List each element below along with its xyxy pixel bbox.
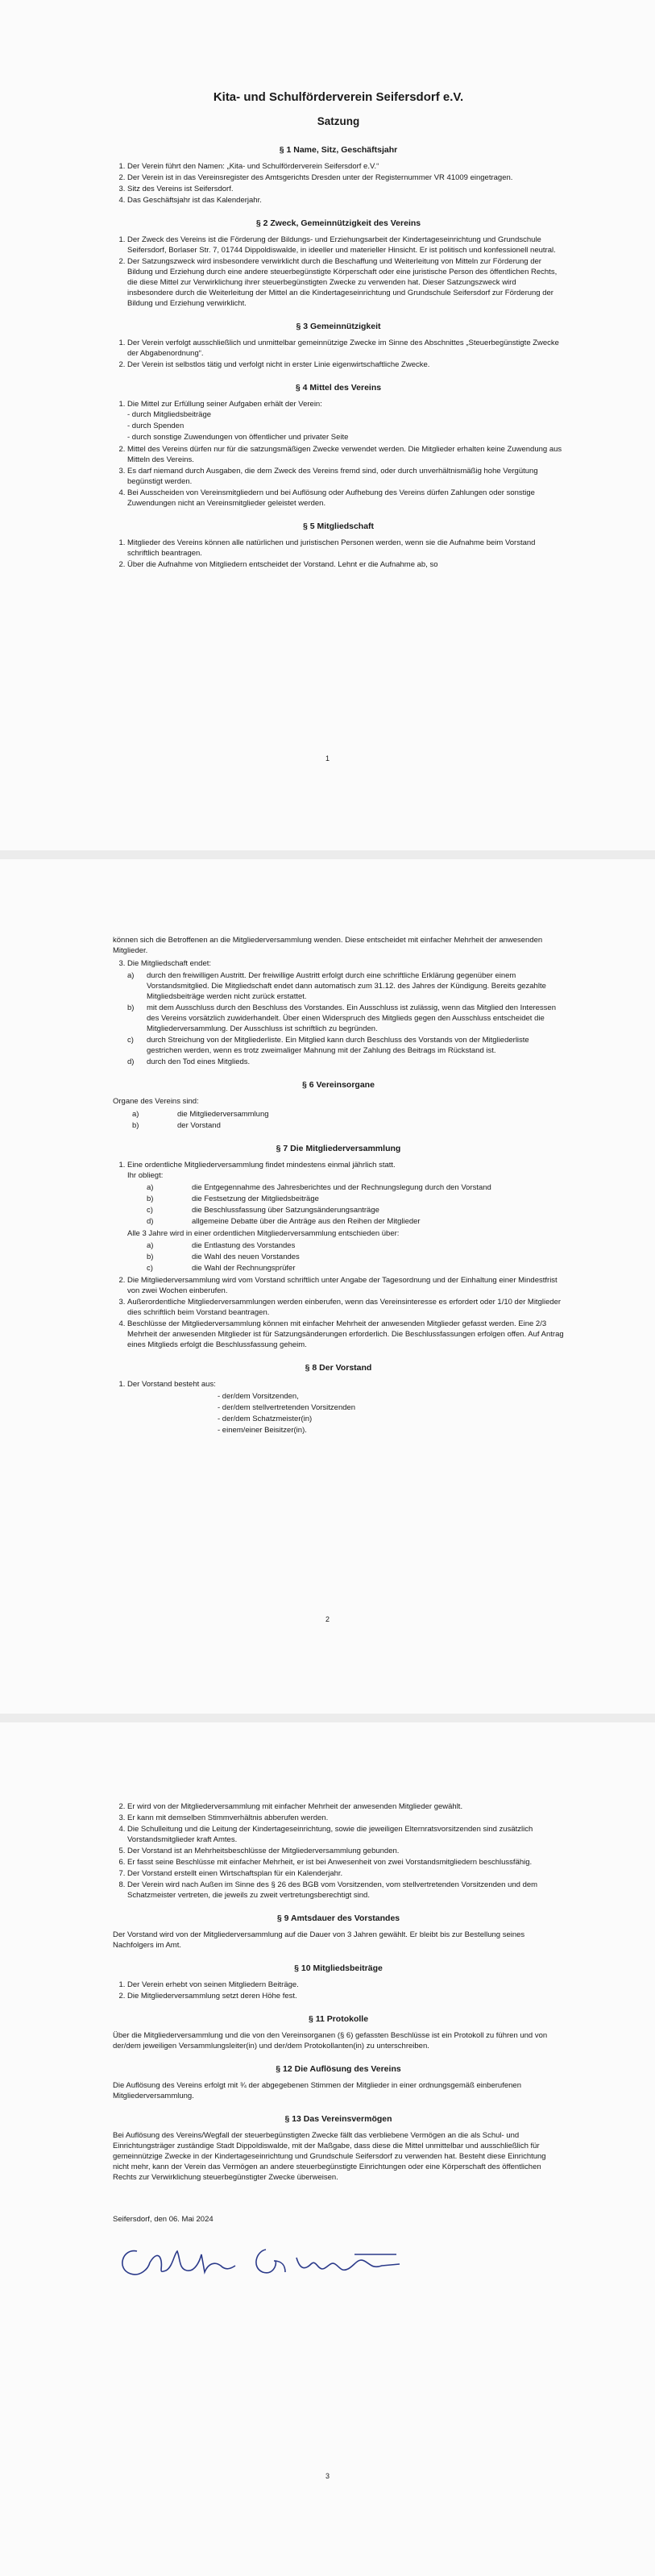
section-5-list-continued [113,958,564,1067]
item-letter: c) [147,1206,153,1215]
list-item [127,1003,564,1034]
item-text: die Wahl des neuen Vorstandes [192,1253,300,1261]
funding-sources [127,409,564,442]
item-letter: b) [147,1195,154,1203]
paragraph: Organe des Vereins sind: [113,1097,199,1106]
list-item [147,1194,564,1204]
list-item [127,1035,564,1056]
item-letter: b) [132,1121,139,1130]
section-1-heading: § 1 Name, Sitz, Geschäftsjahr [279,145,398,155]
list-item: 2. Der Verein ist selbstlos tätig und verfolgt nicht in erster Linie eigenwirtschaftliche Zwecke. [127,359,564,370]
item-letter: a) [147,1183,154,1192]
list-item: 4. Bei Ausscheiden von Vereinsmitgliedern und bei Auflösung oder Aufhebung des Vereins dürfen Zahlungen oder sonstige Zuwendungen nicht an Vereinsmitglieder geleistet werden. [127,488,564,509]
section-10-list [113,1980,564,2001]
item-letter: c) [147,1264,153,1273]
section-8-heading: § 8 Der Vorstand [305,1363,372,1373]
item-text: die Entgegennahme des Jahresberichtes und der Rechnungslegung durch den Vorstand [192,1183,491,1192]
duties-list [127,1182,564,1227]
list-item: 4. Beschlüsse der Mitgliederversammlung können mit einfacher Mehrheit der anwesenden Mitglieder gefasst werden. Eine 2/3 Mehrheit der anwesenden Mitglieder ist für Satzungsänderungen erforderlich. Die Beschlussfassungen erfolgen offen. Auf Antrag eines Mitglieds erfolgt die Beschlussfassung geheim. [127,1319,564,1350]
document-subtitle: Satzung [317,115,360,127]
section-4-heading: § 4 Mittel des Vereins [295,383,382,393]
list-item: 1. Der Verein erhebt von seinen Mitgliedern Beiträge. [127,1980,564,1990]
list-item [127,970,564,1002]
list-item: 1. Der Verein führt den Namen: „Kita- und Schulförderverein Seifersdorf e.V.“ [127,161,564,172]
list-item: 3. Es darf niemand durch Ausgaben, die dem Zweck des Vereins fremd sind, oder durch unverhältnismäßig hohe Vergütung begünstigt werden. [127,466,564,487]
section-7-list [113,1160,564,1350]
section-9-heading: § 9 Amtsdauer des Vorstandes [276,1913,400,1923]
item-text: die Mitgliederversammlung [177,1110,269,1119]
list-item: 1. Der Verein verfolgt ausschließlich und unmittelbar gemeinnützige Zwecke im Sinne des Abschnittes „Steuerbegünstigte Zwecke der Abgabenordnung“. [127,338,564,359]
item-letter: a) [132,1110,139,1119]
item-letter: a) [127,971,135,980]
section-12-heading: § 12 Die Auflösung des Vereins [276,2064,401,2074]
section-6-heading: § 6 Vereinsorgane [302,1080,375,1090]
page-number: 1 [325,754,330,762]
section-3-list [113,338,564,370]
section-8-list [113,1379,564,1435]
document-page-3 [0,1722,655,2576]
item-text: die Festsetzung der Mitgliedsbeiträge [192,1195,319,1203]
funding-source: - durch sonstige Zuwendungen von öffentlicher und privater Seite [127,433,349,442]
document-page-1 [0,0,655,850]
section-10-heading: § 10 Mitgliedsbeiträge [294,1963,383,1973]
list-item: 8. Der Verein wird nach Außen im Sinne des § 26 des BGB vom Vorsitzenden, vom stellvertretenden Vorsitzenden und dem Schatzmeister vertreten, die jeweils zu zweit vertretungsberechtigt sind. [127,1880,564,1901]
section-1-list [113,161,564,206]
list-item-text: Eine ordentliche Mitgliederversammlung findet mindestens einmal jährlich statt. [127,1161,396,1170]
signatures [113,2237,564,2285]
paragraph: Über die Mitgliederversammlung und die von den Vereinsorganen (§ 6) gefassten Beschlüsse ist ein Protokoll zu führen und von der/dem jeweiligen Versammlungsleiter(in) und der/dem Protokollanten(in) zu unterschreiben. [113,2031,548,2050]
item-text: durch den freiwilligen Austritt. Der freiwillige Austritt erfolgt durch eine schriftliche Erklärung gegenüber einem Vorstandsmitglied. Die Mitgliedschaft endet dann automatisch zum 31.12. des Jahres der Kündigung. Bereits gezahlte Mitgliedsbeiträge werden nicht zurück erstattet. [147,971,546,1001]
list-item [147,1252,564,1262]
signature-date: Seifersdorf, den 06. Mai 2024 [113,2215,213,2224]
list-item: 2. Der Satzungszweck wird insbesondere verwirklicht durch die Beschaffung und Weiterleitung von Mitteln zur Förderung der Bildung und Erziehung durch eine andere steuerbegünstigte Körperschaft oder eine juristische Person des öffentlichen Rechts, die diese Mittel zur Verwirklichung ihrer steuerbegünstigten Zwecke zu verwenden hat. Dieser Satzungszweck wird insbesondere durch die Weiterleitung der Mittel an die Kindertageseinrichtung und Grundschule Seifersdorf zur Förderung der Bildung und Erziehung verwirklicht. [127,256,564,309]
item-letter: d) [127,1057,135,1066]
item-letter: c) [127,1036,134,1045]
list-item [127,1160,564,1273]
list-item [127,1057,564,1067]
membership-end-list [127,970,564,1067]
list-item: 5. Der Vorstand ist an Mehrheitsbeschlüsse der Mitgliederversammlung gebunden. [127,1846,564,1856]
paragraph: Die Auflösung des Vereins erfolgt mit ¾ der abgegebenen Stimmen der Mitglieder in einer ordnungsgemäß einberufenen Mitgliederversammlung. [113,2081,521,2100]
section-2-list [113,235,564,309]
board-member: - einem/einer Beisitzer(in). [218,1426,307,1435]
list-item-text: Ihr obliegt: [127,1171,164,1180]
list-item: 2. Über die Aufnahme von Mitgliedern entscheidet der Vorstand. Lehnt er die Aufnahme ab, so [127,559,564,570]
list-item: 2. Er wird von der Mitgliederversammlung mit einfacher Mehrheit der anwesenden Mitglieder gewählt. [127,1801,564,1812]
list-item [132,1109,564,1120]
section-13-heading: § 13 Das Vereinsvermögen [284,2114,392,2124]
list-item: 4. Das Geschäftsjahr ist das Kalenderjahr. [127,195,564,206]
list-item [127,1379,564,1435]
section-7-heading: § 7 Die Mitgliederversammlung [276,1144,401,1153]
list-item-text: Die Mittel zur Erfüllung seiner Aufgaben erhält der Verein: [127,400,322,409]
document-title: Kita- und Schulförderverein Seifersdorf e.V. [213,90,464,104]
list-item [147,1263,564,1273]
elections-list [127,1240,564,1273]
board-member: - der/dem Vorsitzenden, [218,1392,299,1401]
funding-source: - durch Spenden [127,422,184,430]
section-5-list [113,538,564,570]
section-4-list [113,399,564,509]
list-item: 1. Mitglieder des Vereins können alle natürlichen und juristischen Personen werden, wenn sie die Aufnahme beim Vorstand schriftlich beantragen. [127,538,564,559]
list-item: 3. Sitz des Vereins ist Seifersdorf. [127,184,564,194]
list-item [127,399,564,442]
list-item: 6. Er fasst seine Beschlüsse mit einfacher Mehrheit, er ist bei Anwesenheit von zwei Vorstandsmitgliedern beschlussfähig. [127,1857,564,1868]
funding-source: - durch Mitgliedsbeiträge [127,410,212,419]
list-item-text: Die Mitgliedschaft endet: [127,959,212,968]
paragraph: Der Vorstand wird von der Mitgliederversammlung auf die Dauer von 3 Jahren gewählt. Er bleibt bis zur Bestellung seines Nachfolgers im Amt. [113,1930,525,1950]
page-1-content [113,90,564,571]
page-3-content [113,1801,564,2285]
list-item-text: Der Vorstand besteht aus: [127,1380,216,1389]
board-members-list [218,1391,564,1435]
document-page-2 [0,859,655,1714]
paragraph: Bei Auflösung des Vereins/Wegfall der steuerbegünstigten Zwecke fällt das verbliebene Vermögen an die als Schul- und Einrichtungsträger zuständige Stadt Dippoldiswalde, mit der Maßgabe, dass diese die Mittel unmittelbar und ausschließlich für gemeinnützige Zwecke in der Kindertageseinrichtung und Grundschule Seifersdorf zu verwenden hat. Besteht diese Einrichtung nicht mehr, kann der Verein das Vermögen an andere steuerbegünstigte Einrichtungen oder eine Körperschaft des öffentlichen Rechts zur Verwirklichung steuerbegünstigter Zwecke überweisen. [113,2131,546,2182]
list-item [147,1182,564,1193]
list-item: 2. Der Verein ist in das Vereinsregister des Amtsgerichts Dresden unter der Registernummer VR 41009 eingetragen. [127,172,564,183]
item-text: durch den Tod eines Mitglieds. [147,1057,251,1066]
list-item [147,1240,564,1251]
list-item: 3. Er kann mit demselben Stimmverhältnis abberufen werden. [127,1813,564,1823]
item-text: die Entlastung des Vorstandes [192,1241,296,1250]
item-text: mit dem Ausschluss durch den Beschluss des Vorstandes. Ein Ausschluss ist zulässig, wenn das Mitglied den Interessen des Vereins vorsätzlich zuwiderhandelt. Über einen Widerspruch des Mitglieds gegen den Ausschluss entscheidet die Mitgliederversammlung. Der Ausschluss ist schriftlich zu begründen. [147,1003,556,1033]
list-item [127,958,564,1067]
organs-list [113,1109,564,1131]
list-item: 1. Der Zweck des Vereins ist die Förderung der Bildungs- und Erziehungsarbeit der Kindertageseinrichtung und Grundschule Seifersdorf, Borlaser Str. 7, 01744 Dippoldiswalde, in ideeller und materieller Hinsicht. Er ist politisch und konfessionell neutral. [127,235,564,256]
page-2-content [113,935,564,1436]
handwritten-signature-1 [113,2237,451,2285]
list-item-text: Alle 3 Jahre wird in einer ordentlichen Mitgliederversammlung entschieden über: [127,1229,400,1238]
section-11-heading: § 11 Protokolle [308,2014,369,2024]
section-5-heading: § 5 Mitgliedschaft [302,521,375,531]
list-item: 2. Die Mitgliederversammlung setzt deren Höhe fest. [127,1991,564,2001]
item-letter: d) [147,1217,154,1226]
list-item: 4. Die Schulleitung und die Leitung der Kindertageseinrichtung, sowie die jeweiligen Elternratsvorsitzenden sind zusätzlich Vorstandsmitglieder kraft Amtes. [127,1824,564,1845]
item-letter: a) [147,1241,154,1250]
board-member: - der/dem stellvertretenden Vorsitzenden [218,1403,356,1412]
list-item: 7. Der Vorstand erstellt einen Wirtschaftsplan für ein Kalenderjahr. [127,1868,564,1879]
list-item [132,1120,564,1131]
list-item [147,1216,564,1227]
section-3-heading: § 3 Gemeinnützigkeit [296,322,381,331]
item-text: die Wahl der Rechnungsprüfer [192,1264,296,1273]
item-letter: b) [147,1253,154,1261]
board-member: - der/dem Schatzmeister(in) [218,1415,313,1423]
section-2-heading: § 2 Zweck, Gemeinnützigkeit des Vereins [255,218,421,228]
item-text: durch Streichung von der Mitgliederliste. Ein Mitglied kann durch Beschluss des Vorstands von der Mitgliederliste gestrichen werden, wenn es trotz zweimaliger Mahnung mit der Zahlung des Beitrags im Rückstand ist. [147,1036,529,1055]
page-number: 2 [325,1615,330,1623]
item-text: der Vorstand [177,1121,221,1130]
item-letter: b) [127,1003,135,1012]
list-item [147,1205,564,1215]
page-number: 3 [325,2472,330,2480]
item-text: allgemeine Debatte über die Anträge aus den Reihen der Mitglieder [192,1217,421,1226]
list-item: 2. Mittel des Vereins dürfen nur für die satzungsmäßigen Zwecke verwendet werden. Die Mitglieder erhalten keine Zuwendung aus Mitteln des Vereins. [127,444,564,465]
section-8-list-continued [113,1801,564,1901]
list-item: 2. Die Mitgliederversammlung wird vom Vorstand schriftlich unter Angabe der Tagesordnung und der Einhaltung einer Mindestfrist von zwei Wochen einberufen. [127,1275,564,1296]
list-item: 3. Außerordentliche Mitgliederversammlungen werden einberufen, wenn das Vereinsinteresse es erfordert oder 1/10 der Mitglieder dies schriftlich beim Vorstand beantragen. [127,1297,564,1318]
paragraph: können sich die Betroffenen an die Mitgliederversammlung wenden. Diese entscheidet mit einfacher Mehrheit der anwesenden Mitglieder. [113,936,543,955]
item-text: die Beschlussfassung über Satzungsänderungsanträge [192,1206,379,1215]
